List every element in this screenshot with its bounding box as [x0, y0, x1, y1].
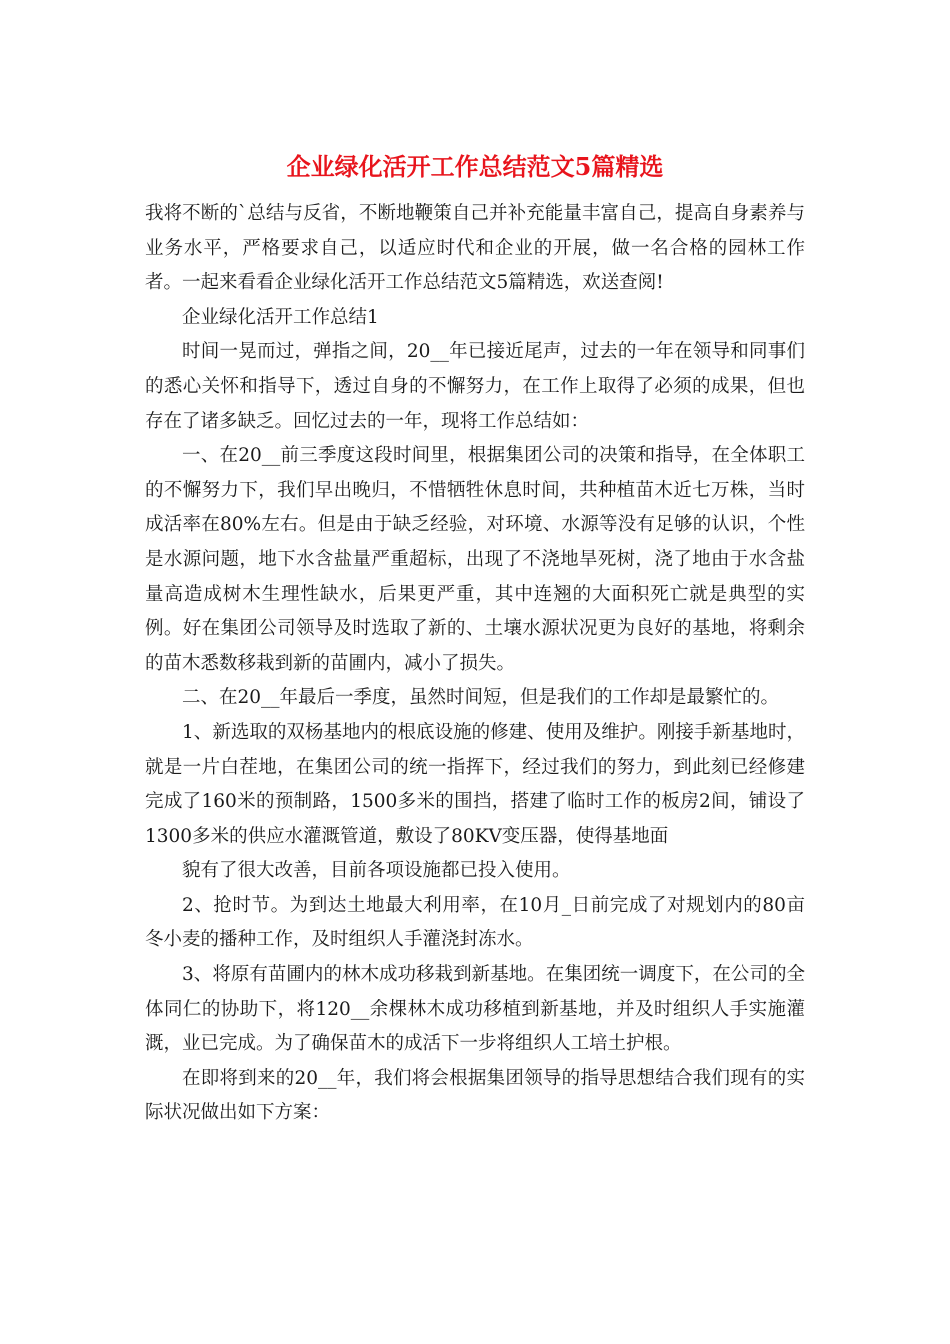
page-title: 企业绿化活开工作总结范文5篇精选 [286, 152, 664, 181]
body-paragraph: 貌有了很大改善，目前各项设施都已投入使用。 [182, 860, 571, 882]
body-paragraph: 在即将到来的20__年，我们将会根据集团领导的指导思想结合我们现有的实际状况做出如下方案： [145, 1067, 805, 1124]
body-paragraph: 二、在20__年最后一季度，虽然时间短，但是我们的工作却是最繁忙的。 [182, 687, 780, 709]
body-paragraph: 时间一晃而过，弹指之间，20__年已接近尾声，过去的一年在领导和同事们的悉心关怀和指导下，透过自身的不懈努力，在工作上取得了必须的成果，但也存在了诸多缺乏。回忆过去的一年，现将工作总结如： [145, 341, 805, 432]
body-paragraph: 2、抢时节。为到达土地最大利用率，在10月_日前完成了对规划内的80亩冬小麦的播种工作，及时组织人手灌浇封冻水。 [145, 894, 805, 951]
body-paragraph: 3、将原有苗圃内的林木成功移栽到新基地。在集团统一调度下，在公司的全体同仁的协助下，将120__余棵林木成功移植到新基地，并及时组织人手实施灌溉，业已完成。为了确保苗木的成活下一步将组织人工培土护根。 [145, 964, 805, 1055]
body-paragraph: 1、新选取的双杨基地内的根底设施的修建、使用及维护。刚接手新基地时，就是一片白茬地，在集团公司的统一指挥下，经过我们的努力，到此刻已经修建完成了160米的预制路，1500多米的围挡，搭建了临时工作的板房2间，铺设了1300多米的供应水灌溉管道，敷设了80KV变压器，使得基地面 [145, 721, 805, 847]
document-body [145, 197, 805, 1131]
section-heading: 企业绿化活开工作总结1 [182, 306, 379, 328]
intro-paragraph: 我将不断的`总结与反省，不断地鞭策自己并补充能量丰富自己，提高自身素养与业务水平，严格要求自己，以适应时代和企业的开展，做一名合格的园林工作者。一起来看看企业绿化活开工作总结范文5篇精选，欢送查阅! [145, 203, 805, 294]
body-paragraph: 一、在20__前三季度这段时间里，根据集团公司的决策和指导，在全体职工的不懈努力下，我们早出晚归，不惜牺牲休息时间，共种植苗木近七万株，当时成活率在80%左右。但是由于缺乏经验，对环境、水源等没有足够的认识，个性是水源问题，地下水含盐量严重超标，出现了不浇地旱死树，浇了地由于水含盐量高造成树木生理性缺水，后果更严重，其中连翘的大面积死亡就是典型的实例。好在集团公司领导及时选取了新的、土壤水源状况更为良好的基地，将剩余的苗木悉数移栽到新的苗圃内，减小了损失。 [145, 445, 805, 674]
